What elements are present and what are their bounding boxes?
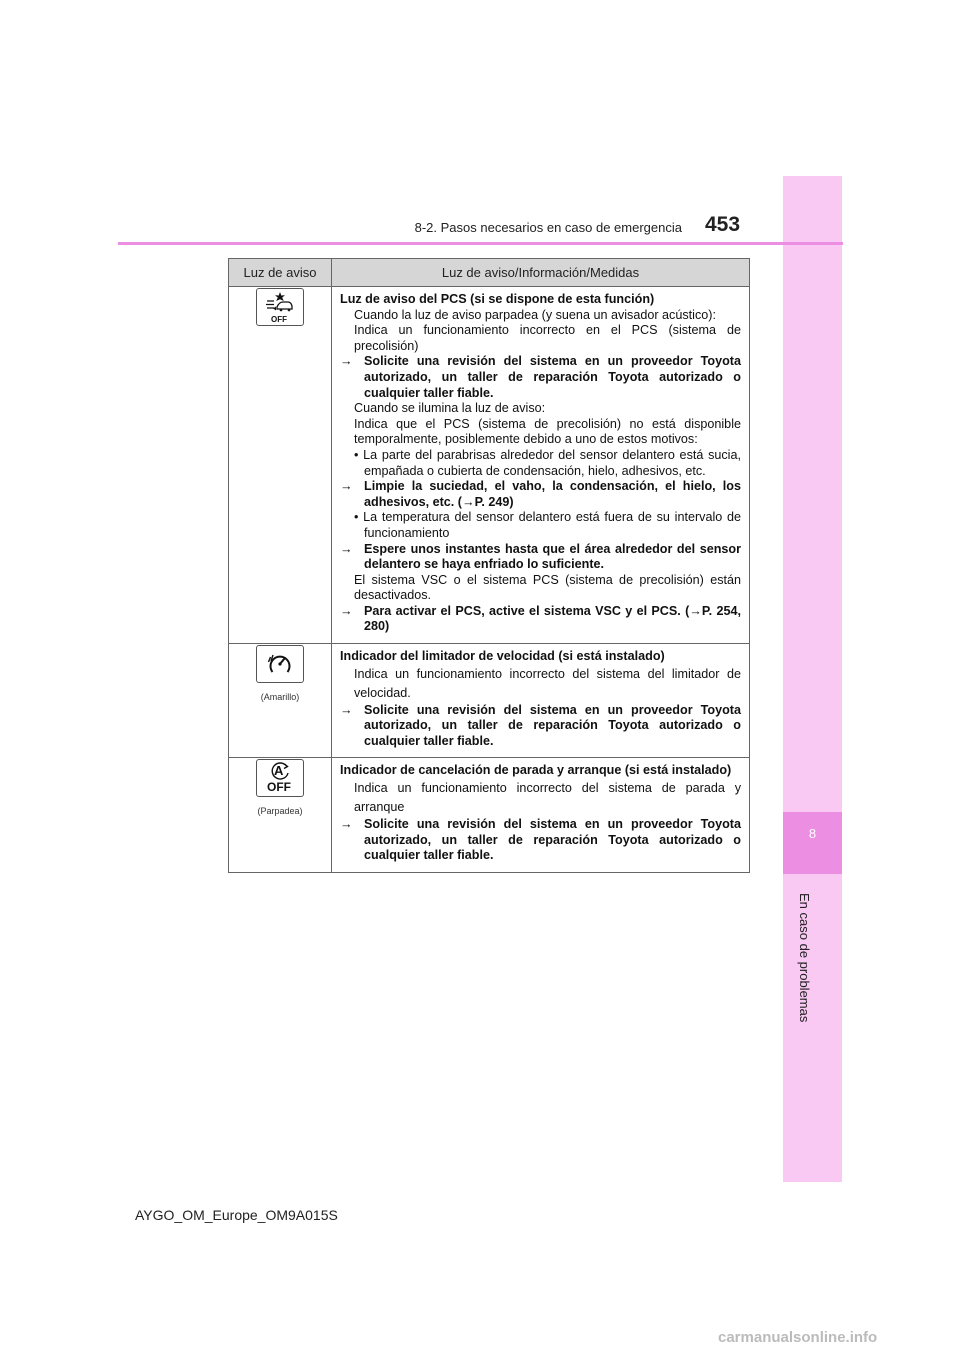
row-title: Luz de aviso del PCS (si se dispone de esta función) <box>340 292 655 306</box>
row-text: Cuando la luz de aviso parpadea (y suena un avisador acústico): <box>354 307 716 322</box>
icon-caption: (Parpadea) <box>257 806 303 817</box>
arrow-icon: → <box>340 603 353 618</box>
row-action-text: Solicite una revisión del sistema en un proveedor Toyota autorizado, un taller de reparación Toyota autorizado o cualquier taller fiable. <box>364 702 741 748</box>
row-action <box>340 817 741 864</box>
col-header-warning-light: Luz de aviso <box>229 259 332 287</box>
icon-cell <box>229 287 332 644</box>
icon-cell <box>229 758 332 872</box>
chapter-label: En caso de problemas <box>797 893 812 1023</box>
icon-cell <box>229 644 332 758</box>
row-text: El sistema VSC o el sistema PCS (sistema de precolisión) están desactivados. <box>354 572 741 603</box>
side-tab-strip <box>783 176 842 1182</box>
side-chapter-block <box>783 812 842 874</box>
row-title: Indicador del limitador de velocidad (si está instalado) <box>340 649 665 664</box>
col-header-info-measures: Luz de aviso/Información/Medidas <box>332 259 750 287</box>
stop-start-off-label: OFF <box>267 780 291 795</box>
row-title: Indicador de cancelación de parada y arranque (si está instalado) <box>340 763 732 778</box>
arrow-icon: → <box>340 479 353 494</box>
table-row <box>229 758 750 872</box>
row-action-text: Limpie la suciedad, el vaho, la condensación, el hielo, los adhesivos, etc. (→P. 249) <box>364 479 741 509</box>
row-action <box>340 479 741 510</box>
row-text: Indica un funcionamiento incorrecto del sistema del limitador de velocidad. <box>354 666 741 700</box>
row-action <box>340 354 741 401</box>
row-bullet: • La parte del parabrisas alrededor del sensor delantero está sucia, empañada o cubierta de condensación, hielo, adhesivos, etc. <box>354 447 741 478</box>
stop-start-off-icon <box>256 759 304 797</box>
row-text: Indica un funcionamiento incorrecto del sistema de parada y arranque <box>354 781 741 815</box>
info-cell <box>332 758 750 872</box>
row-action <box>340 542 741 573</box>
row-action <box>340 703 741 750</box>
info-cell <box>332 287 750 644</box>
arrow-icon: → <box>340 541 353 556</box>
arrow-icon: → <box>340 702 353 717</box>
speed-limiter-icon <box>256 645 304 683</box>
row-action-text: Solicite una revisión del sistema en un proveedor Toyota autorizado, un taller de reparación Toyota autorizado o cualquier taller fiable. <box>364 354 741 400</box>
row-action-text: Solicite una revisión del sistema en un proveedor Toyota autorizado, un taller de reparación Toyota autorizado o cualquier taller fiable. <box>364 817 741 863</box>
stop-start-letter: A <box>274 763 284 779</box>
header-rule <box>118 242 843 245</box>
section-title: 8-2. Pasos necesarios en caso de emergencia <box>414 220 682 235</box>
row-text: Indica un funcionamiento incorrecto en el PCS (sistema de precolisión) <box>354 323 741 353</box>
row-text: Indica que el PCS (sistema de precolisión) no está disponible temporalmente, posiblemente debido a uno de estos motivos: <box>354 416 741 447</box>
pcs-off-icon <box>256 288 304 326</box>
icon-caption: (Amarillo) <box>260 691 300 702</box>
arrow-icon: → <box>340 817 353 832</box>
table-row <box>229 644 750 758</box>
page-number: 453 <box>705 213 741 236</box>
info-cell <box>332 644 750 758</box>
arrow-icon: → <box>340 354 353 369</box>
row-action <box>340 604 741 635</box>
chapter-number: 8 <box>808 826 817 841</box>
row-action-text: Para activar el PCS, active el sistema VSC y el PCS. (→P. 254, 280) <box>364 603 741 634</box>
table-header-row <box>229 259 750 287</box>
row-bullet: • La temperatura del sensor delantero está fuera de su intervalo de funcionamiento <box>354 510 741 540</box>
footer-doc-code: AYGO_OM_Europe_OM9A015S <box>135 1207 338 1223</box>
watermark: carmanualsonline.info <box>718 1329 878 1346</box>
pcs-off-label: OFF <box>271 315 287 324</box>
table-row <box>229 287 750 644</box>
row-text: Cuando se ilumina la luz de aviso: <box>354 401 546 416</box>
warning-lights-table <box>228 258 750 873</box>
row-action-text: Espere unos instantes hasta que el área alrededor del sensor delantero se haya enfriado lo suficiente. <box>364 541 741 572</box>
